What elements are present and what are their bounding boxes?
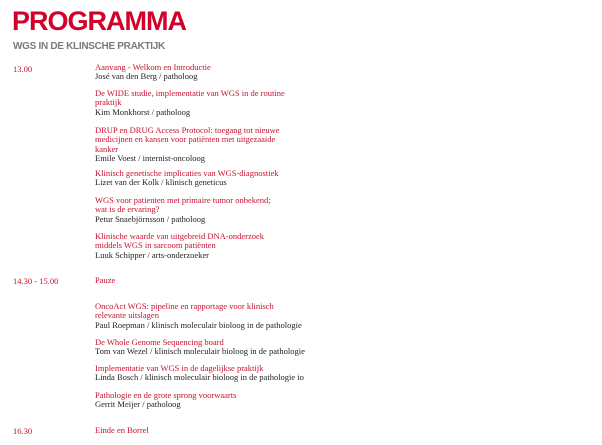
program-item-closing	[95, 426, 435, 435]
program-item-title: Klinisch genetische implicaties van WGS-diagnostiek	[95, 168, 279, 178]
program-item-title: Pathologie en de grote sprong voorwaarts	[95, 390, 237, 400]
program-item-speaker: Linda Bosch / klinisch moleculair bioloog in de pathologie io	[95, 372, 304, 383]
program-item-speaker: Lizet van der Kolk / klinisch geneticus	[95, 177, 227, 188]
program-item	[95, 169, 435, 188]
program-item-title: WGS voor patienten met primaire tumor onbekend; wat is de ervaring?	[95, 195, 271, 215]
program-item	[95, 391, 435, 410]
program-item	[95, 232, 435, 260]
program-item-title: De Whole Genome Sequencing board	[95, 337, 224, 347]
time-slot-start: 13.00	[13, 64, 33, 74]
program-item-speaker: José van den Berg / patholoog	[95, 71, 198, 82]
program-item	[95, 196, 435, 224]
program-item-speaker: Tom van Wezel / klinisch moleculair bioloog in de pathologie	[95, 346, 305, 357]
program-item-title: Pauze	[95, 275, 116, 285]
program-item-speaker: Gerrit Meijer / patholoog	[95, 399, 181, 410]
page-title: PROGRAMMA	[12, 6, 186, 36]
time-slot-end: 16.30	[13, 426, 33, 436]
time-slot-break: 14.30 - 15.00	[13, 276, 59, 286]
program-item-title: OncoAct WGS: pipeline en rapportage voor klinisch relevante uitslagen	[95, 301, 274, 321]
program-item-title: Aanvang - Welkom en Introductie	[95, 62, 211, 72]
program-item-speaker: Luuk Schipper / arts-onderzoeker	[95, 249, 209, 260]
program-item	[95, 63, 435, 82]
program-item	[95, 302, 435, 330]
program-item-speaker: Petur Snaebjörnsson / patholoog	[95, 213, 206, 224]
program-item-break	[95, 276, 435, 285]
program-item-speaker: Emile Voest / internist-oncoloog	[95, 152, 205, 163]
page-subtitle: WGS IN DE KLINSCHE PRAKTIJK	[13, 41, 165, 52]
program-item-title: Klinische waarde van uitgebreid DNA-onderzoek middels WGS in sarcoom patiënten	[95, 231, 264, 251]
program-item-title: Implementatie van WGS in de dagelijkse praktijk	[95, 363, 264, 373]
program-item	[95, 89, 435, 117]
program-item	[95, 338, 435, 357]
program-item-title: DRUP en DRUG Access Protocol: toegang tot nieuwe medicijnen en kansen voor patiënten met uitgezaaide kanker	[95, 125, 280, 154]
program-item	[95, 364, 435, 383]
program-item	[95, 126, 435, 163]
program-item-speaker: Kim Monkhorst / patholoog	[95, 106, 191, 117]
program-item-speaker: Paul Roepman / klinisch moleculair bioloog in de pathologie	[95, 319, 302, 330]
program-item-title: Einde en Borrel	[95, 425, 149, 435]
program-item-title: De WIDE studie, implementatie van WGS in de routine praktijk	[95, 88, 285, 108]
